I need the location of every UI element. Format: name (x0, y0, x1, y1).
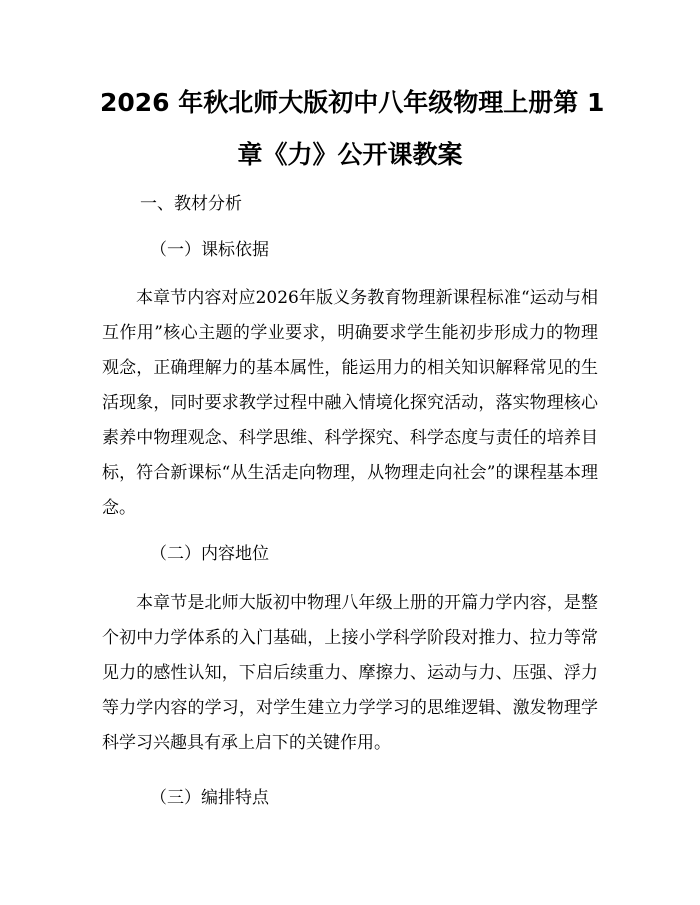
section-heading-textbook-analysis: 一、教材分析 (140, 194, 242, 214)
subsection-heading-arrangement-features: （三）编排特点 (150, 788, 269, 808)
paragraph-curriculum-basis: 本章节内容对应2026年版义务教育物理新课程标准“运动与相互作用”核心主题的学业要求，明确要求学生能初步形成力的物理观念，正确理解力的基本属性，能运用力的相关知识解释常见的生活现象，同时要求教学过程中融入情境化探究活动，落实物理核心素养中物理观念、科学思维、科学探究、科学态度与责任的培养目标，符合新课标“从生活走向物理，从物理走向社会”的课程基本理念。 (102, 288, 598, 518)
document-title-line-1: 2026 年秋北师大版初中八年级物理上册第 1 (100, 88, 605, 117)
document-title-line-2: 章《力》公开课教案 (237, 140, 463, 169)
subsection-heading-content-position: （二）内容地位 (150, 544, 269, 564)
paragraph-content-position: 本章节是北师大版初中物理八年级上册的开篇力学内容，是整个初中力学体系的入门基础，上接小学科学阶段对推力、拉力等常见力的感性认知，下启后续重力、摩擦力、运动与力、压强、浮力等力学内容的学习，对学生建立力学学习的思维逻辑、激发物理学科学习兴趣具有承上启下的关键作用。 (102, 593, 598, 753)
subsection-heading-curriculum-basis: （一）课标依据 (150, 240, 269, 260)
